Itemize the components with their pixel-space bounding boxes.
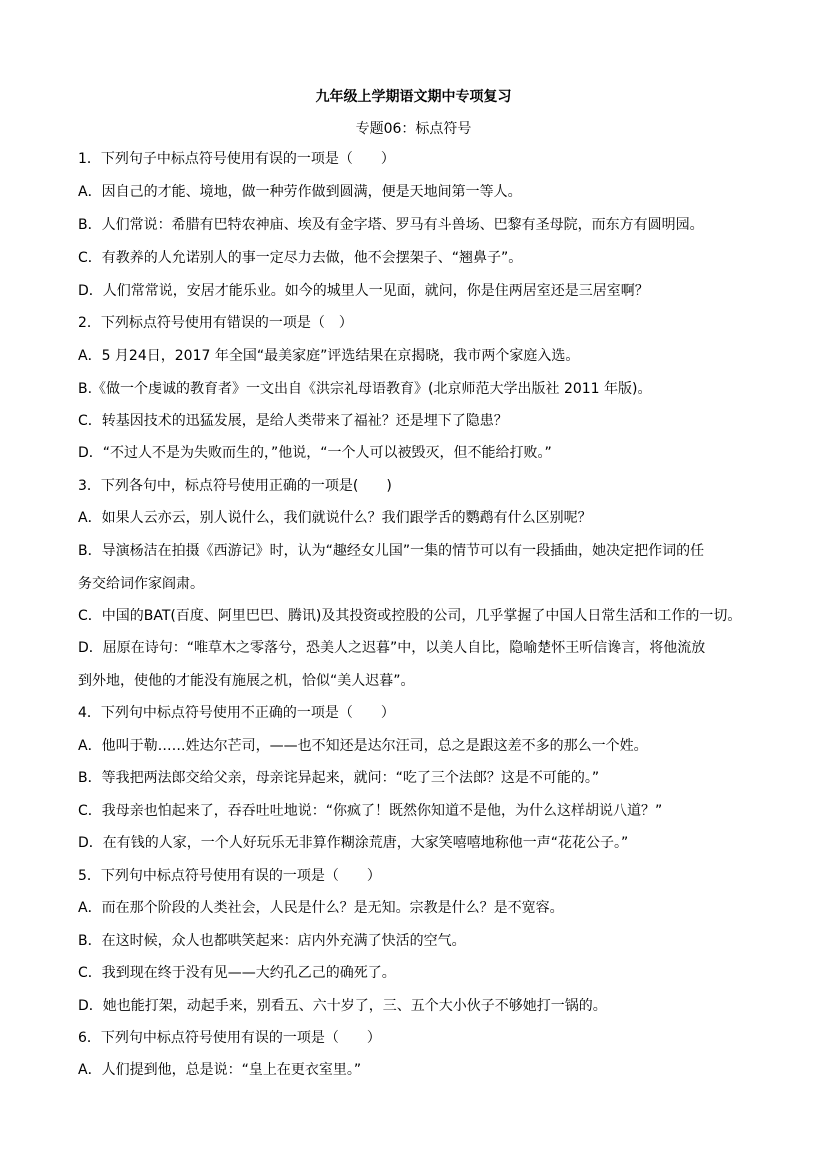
option-line: B．在这时候，众人也都哄笑起来：店内外充满了快活的空气。 <box>78 933 466 949</box>
option-line: D．屈原在诗句：“唯草木之零落兮，恐美人之迟暮”中，以美人自比，隐喻楚怀王听信谗言，将他流放 <box>78 640 706 656</box>
option-line: B．等我把两法郎交给父亲，母亲诧异起来，就问：“吃了三个法郎？这是不可能的。” <box>78 770 600 786</box>
option-line: C．转基因技术的迅猛发展，是给人类带来了福祉？还是埋下了隐患？ <box>78 413 508 429</box>
option-line-continued: 到外地，使他的才能没有施展之机，恰似“美人迟暮”。 <box>78 673 415 689</box>
question-stem: 2．下列标点符号使用有错误的一项是（ ） <box>78 315 353 331</box>
option-line: B．人们常说：希腊有巴特农神庙、埃及有金字塔、罗马有斗兽场、巴黎有圣母院，而东方有圆明园。 <box>78 217 704 233</box>
question-stem: 4．下列句中标点符号使用不正确的一项是（ ） <box>78 705 395 721</box>
option-line: C．中国的BAT(百度、阿里巴巴、腾讯)及其投资或控股的公司，几乎掌握了中国人日常生活和工作的一切。 <box>78 608 742 624</box>
option-line: A．而在那个阶段的人类社会，人民是什么？是无知。宗教是什么？是不宽容。 <box>78 900 564 916</box>
option-line: C．我到现在终于没有见——大约孔乙己的确死了。 <box>78 965 396 981</box>
option-line: A．因自己的才能、境地，做一种劳作做到圆满，便是天地间第一等人。 <box>78 184 522 200</box>
question-stem: 1．下列句子中标点符号使用有误的一项是（ ） <box>78 151 395 167</box>
option-line: B．导演杨洁在拍摄《西游记》时，认为“趣经女儿国”一集的情节可以有一段插曲，她决定把作词的任 <box>78 543 705 559</box>
option-line-continued: 务交给词作家阎肃。 <box>78 576 204 592</box>
option-line: D．“不过人不是为失败而生的，”他说，“一个人可以被毁灭，但不能给打败。” <box>78 445 552 461</box>
option-line: D．她也能打架，动起手来，别看五、六十岁了，三、五个大小伙子不够她打一锅的。 <box>78 998 607 1014</box>
option-line: A．人们提到他，总是说：“皇上在更衣室里。” <box>78 1062 362 1078</box>
option-line: A．5 月24日，2017 年全国“最美家庭”评选结果在京揭晓，我市两个家庭入选。 <box>78 348 580 364</box>
option-line: A．他叫于勒……姓达尔芒司，——也不知还是达尔汪司，总之是跟这差不多的那么一个姓。 <box>78 738 648 754</box>
option-line: A．如果人云亦云，别人说什么，我们就说什么？我们跟学舌的鹦鹉有什么区别呢？ <box>78 510 592 526</box>
option-line: B.《做一个虔诚的教育者》一文出自《洪宗礼母语教育》(北京师范大学出版社 2011 年版)。 <box>78 381 652 397</box>
option-line: C．我母亲也怕起来了，吞吞吐吐地说：“你疯了！既然你知道不是他，为什么这样胡说八道？” <box>78 803 663 819</box>
question-stem: 3．下列各句中，标点符号使用正确的一项是( ) <box>78 478 392 494</box>
option-line: C．有教养的人允诺别人的事一定尽力去做，他不会摆架子、“翘鼻子”。 <box>78 250 523 266</box>
question-stem: 6．下列句中标点符号使用有误的一项是（ ） <box>78 1030 381 1046</box>
question-stem: 5．下列句中标点符号使用有误的一项是（ ） <box>78 868 381 884</box>
document-subtitle: 专题06：标点符号 <box>355 121 472 137</box>
document-title: 九年级上学期语文期中专项复习 <box>315 89 512 105</box>
option-line: D．在有钱的人家，一个人好玩乐无非算作糊涂荒唐，大家笑嘻嘻地称他一声“花花公子。” <box>78 835 629 851</box>
option-line: D．人们常常说，安居才能乐业。如今的城里人一见面，就问，你是住两居室还是三居室啊？ <box>78 283 649 299</box>
